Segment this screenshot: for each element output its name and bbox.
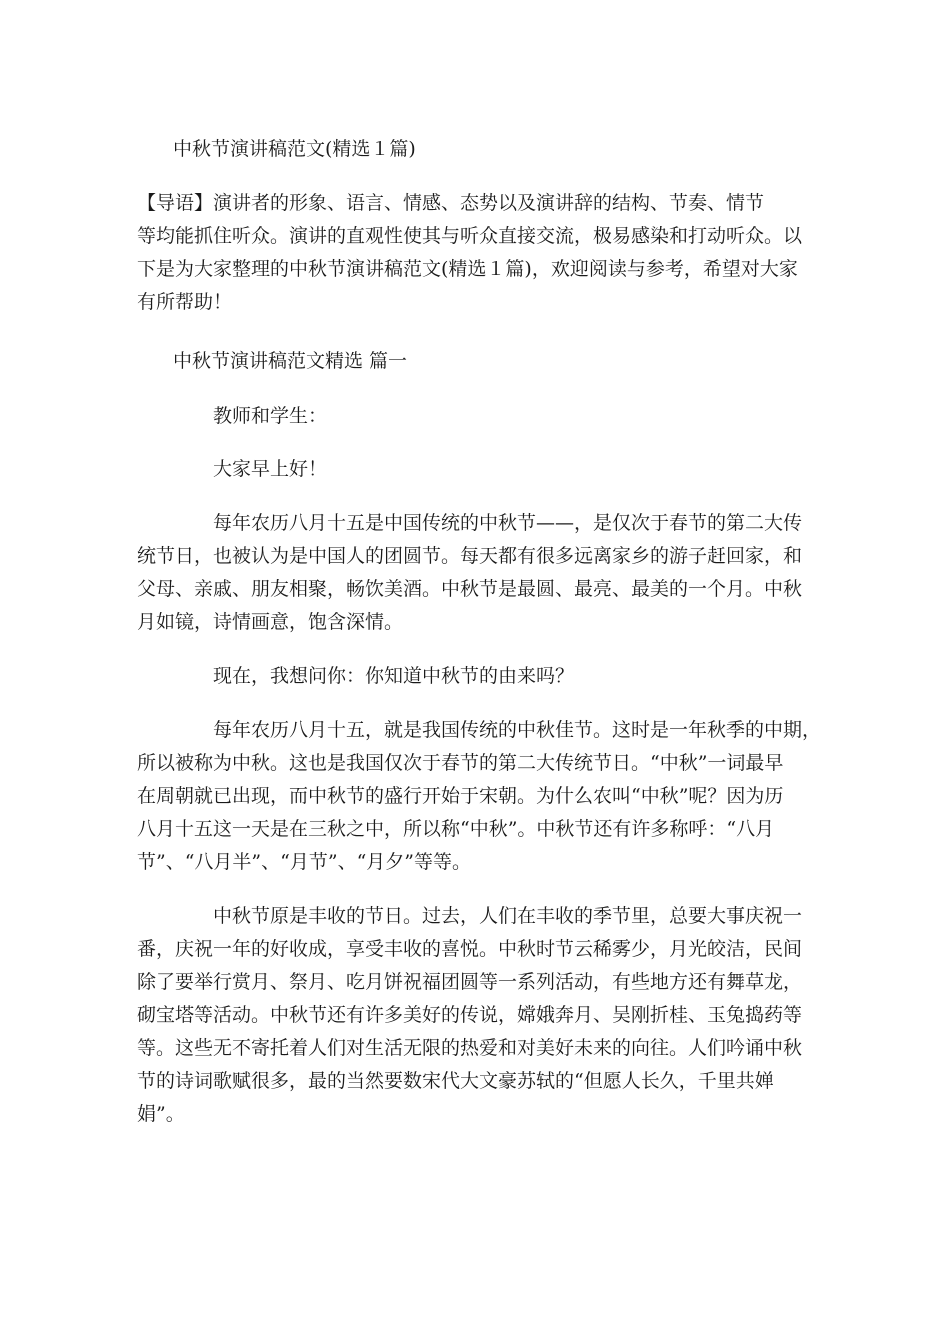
paragraph-line: 节的诗词歌赋很多，最的当然要数宋代大文豪苏轼的“但愿人长久，千里共婵 [137, 1070, 774, 1092]
paragraph-line: 在周朝就已出现，而中秋节的盛行开始于宋朝。为什么农叫“中秋”呢？因为历 [137, 785, 784, 807]
paragraph-line: 月如镜，诗情画意，饱含深情。 [137, 611, 404, 633]
paragraph-line: 每年农历八月十五，就是我国传统的中秋佳节。这时是一年秋季的中期， [213, 719, 822, 741]
question-line: 现在，我想问你：你知道中秋节的由来吗？ [213, 665, 575, 687]
intro-line: 等均能抓住听众。演讲的直观性使其与听众直接交流，极易感染和打动听众。以 [137, 225, 803, 247]
paragraph-line: 番，庆祝一年的好收成，享受丰收的喜悦。中秋时节云稀雾少，月光皎洁，民间 [137, 938, 803, 960]
paragraph-line: 父母、亲戚、朋友相聚，畅饮美酒。中秋节是最圆、最亮、最美的一个月。中秋 [137, 578, 803, 600]
paragraph-line: 中秋节原是丰收的节日。过去，人们在丰收的季节里，总要大事庆祝一 [213, 905, 803, 927]
paragraph-line: 每年农历八月十五是中国传统的中秋节——，是仅次于春节的第二大传 [213, 512, 803, 534]
intro-line: 下是为大家整理的中秋节演讲稿范文(精选１篇)，欢迎阅读与参考，希望对大家 [137, 258, 798, 280]
paragraph-line: 除了要举行赏月、祭月、吃月饼祝福团圆等一系列活动，有些地方还有舞草龙， [137, 971, 803, 993]
intro-line: 有所帮助！ [137, 291, 233, 313]
paragraph-line: 所以被称为中秋。这也是我国仅次于春节的第二大传统节日。“中秋”一词最早 [137, 752, 784, 774]
paragraph-line: 等。这些无不寄托着人们对生活无限的热爱和对美好未来的向往。人们吟诵中秋 [137, 1037, 803, 1059]
paragraph-line: 砌宝塔等活动。中秋节还有许多美好的传说，嫦娥奔月、吴刚折桂、玉兔捣药等 [137, 1004, 803, 1026]
paragraph-line: 节”、“八月半”、“月节”、“月夕”等等。 [137, 851, 471, 873]
greeting: 大家早上好！ [213, 458, 328, 480]
intro-line: 【导语】演讲者的形象、语言、情感、态势以及演讲辞的结构、节奏、情节 [137, 192, 765, 214]
paragraph-line: 统节日，也被认为是中国人的团圆节。每天都有很多远离家乡的游子赶回家，和 [137, 545, 803, 567]
section-title: 中秋节演讲稿范文精选 篇一 [173, 350, 408, 372]
document-title: 中秋节演讲稿范文(精选１篇) [173, 138, 416, 160]
salutation: 教师和学生： [213, 405, 328, 427]
paragraph-line: 八月十五这一天是在三秋之中，所以称“中秋”。中秋节还有许多称呼：“八月 [137, 818, 775, 840]
paragraph-line: 娟”。 [137, 1103, 185, 1125]
